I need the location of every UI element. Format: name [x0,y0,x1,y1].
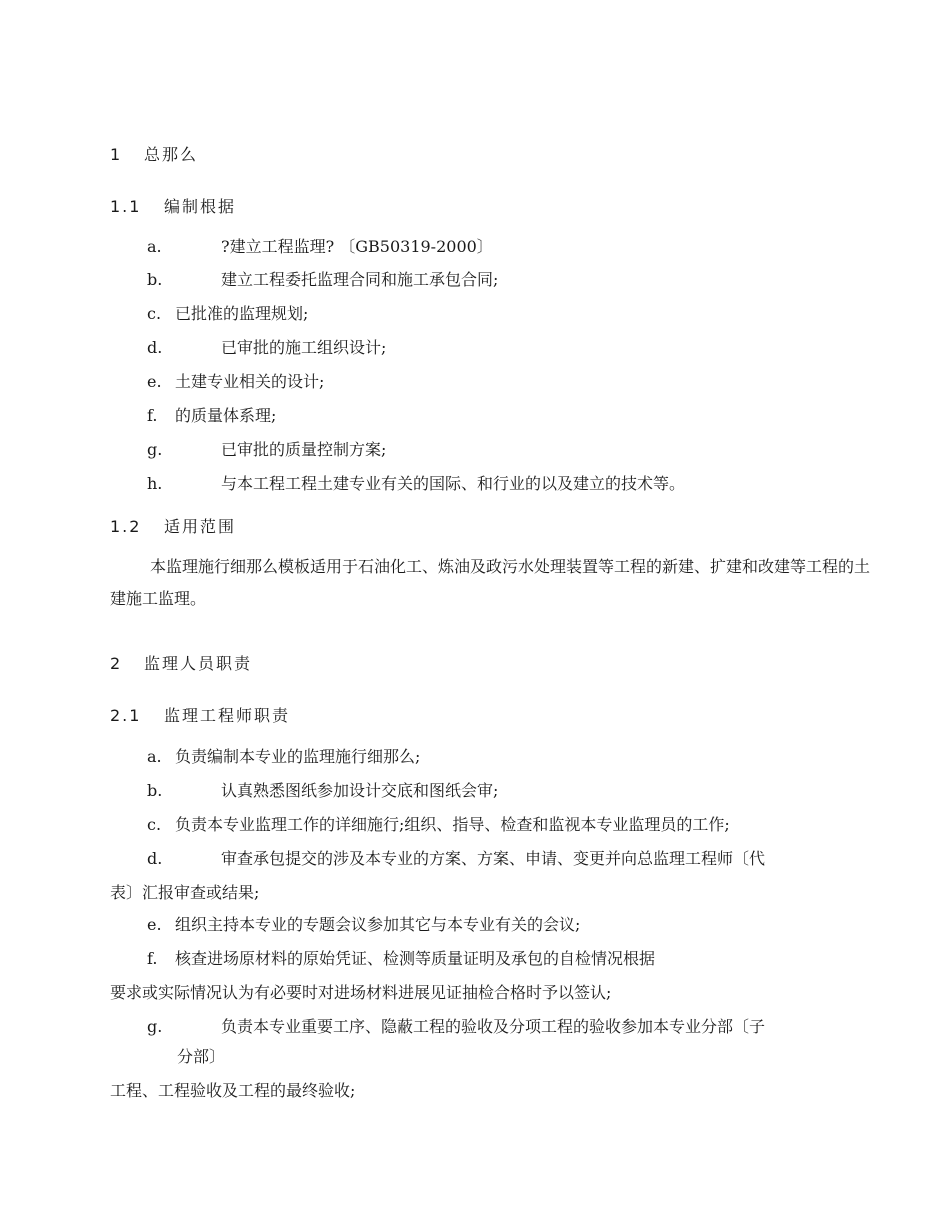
list-item [147,371,324,393]
section-heading-2-1 [110,705,290,727]
list-item-text: 组织主持本专业的专题会议参加其它与本专业有关的会议; [175,915,581,934]
list-item-label: b. [147,270,163,289]
list-item-label: a. [147,747,162,766]
list-item-continuation: 表〕汇报审查或结果; [110,883,260,902]
section-heading-1 [110,144,198,166]
section-title: 监理人员职责 [144,654,253,673]
list-item [147,948,655,970]
list-item-text: 负责本专业重要工序、隐蔽工程的验收及分项工程的验收参加本专业分部〔子 [221,1017,766,1036]
list-item [147,337,386,359]
list-item [147,439,386,461]
list-item-text: 负责编制本专业的监理施行细那么; [175,747,421,766]
section-title: 监理工程师职责 [164,706,291,725]
list-item-label: d. [147,849,163,868]
list-item-text: 土建专业相关的设计; [175,372,325,391]
list-item-label: e. [147,915,162,934]
list-item [147,269,498,291]
list-item-continuation: 工程、工程验收及工程的最终验收; [110,1081,356,1100]
list-item-text: 已批准的监理规划; [175,304,309,323]
list-item-text: 负责本专业监理工作的详细施行;组织、指导、检查和监视本专业监理员的工作; [175,815,730,834]
list-item-label: c. [147,815,162,834]
list-item [147,914,580,936]
list-item-text: ?建立工程监理? 〔GB50319-2000〕 [221,237,493,256]
section-number: 1.2 [110,517,142,536]
list-item-text: 审查承包提交的涉及本专业的方案、方案、申请、变更并向总监理工程师〔代 [221,849,766,868]
section-heading-2 [110,653,252,675]
list-item-text: 与本工程工程土建专业有关的国际、和行业的以及建立的技术等。 [221,474,686,493]
list-item-text: 的质量体系理; [175,406,277,425]
section-number: 2.1 [110,706,142,725]
list-item-text: 认真熟悉图纸参加设计交底和图纸会审; [221,781,499,800]
section-number: 2 [110,654,123,673]
list-item [147,848,765,870]
list-item-label: h. [147,474,163,493]
section-title: 编制根据 [164,197,237,216]
list-item-label: g. [147,440,163,459]
list-item-text: 建立工程委托监理合同和施工承包合同; [221,270,499,289]
list-item-label: d. [147,338,163,357]
section-number: 1.1 [110,197,142,216]
list-item-text: 核查进场原材料的原始凭证、检测等质量证明及承包的自检情况根据 [175,949,656,968]
list-item-label: e. [147,372,162,391]
section-title: 总那么 [144,145,199,164]
list-item-label: b. [147,781,163,800]
list-item-label: c. [147,304,162,323]
list-item-label: f. [147,406,158,425]
section-heading-1-1 [110,196,236,218]
list-item-text: 已审批的质量控制方案; [221,440,387,459]
section-heading-1-2 [110,516,236,538]
list-item-continuation: 要求或实际情况认为有必要时对进场材料进展见证抽检合格时予以签认; [110,983,612,1002]
scope-paragraph: 本监理施行细那么模板适用于石油化工、炼油及政污水处理装置等工程的新建、扩建和改建等工程的土建施工监理。 [110,557,871,608]
list-item [147,814,730,836]
list-item-label: g. [147,1017,163,1036]
list-item-text: 已审批的施工组织设计; [221,338,387,357]
section-number: 1 [110,145,123,164]
list-item [147,1016,765,1038]
list-item [147,405,276,427]
list-item-label: a. [147,237,162,256]
list-item-label: f. [147,949,158,968]
section-title: 适用范围 [164,517,237,536]
list-item [147,780,498,802]
list-item [147,473,685,495]
list-item-continuation: 分部〕 [177,1047,226,1066]
list-item [147,746,420,768]
list-item [147,236,493,258]
list-item [147,303,308,325]
